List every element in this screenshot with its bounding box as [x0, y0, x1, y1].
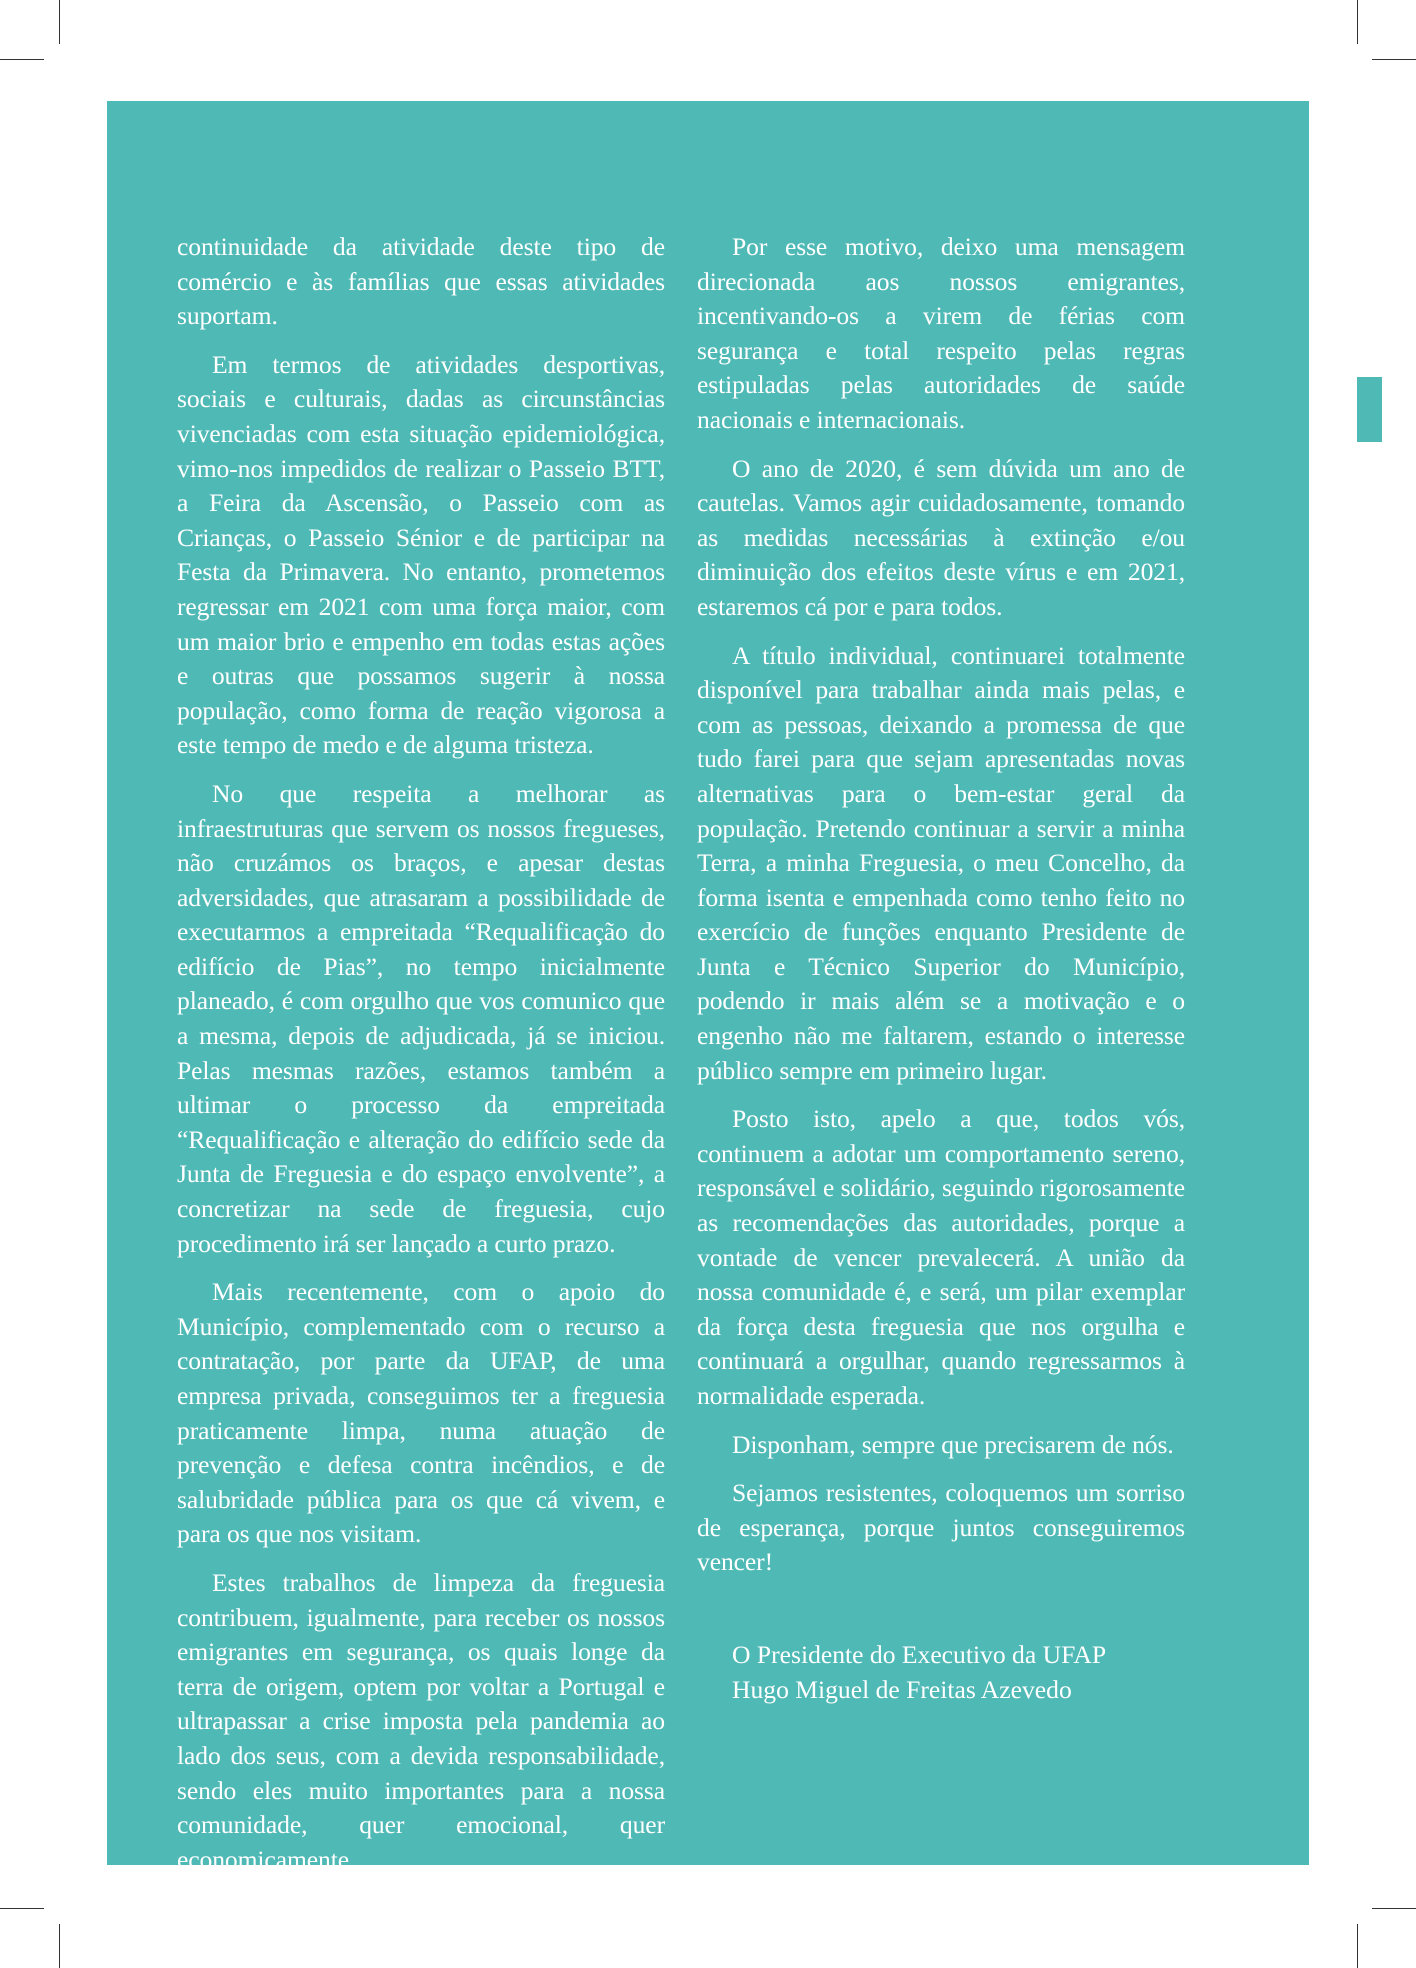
crop-mark [1357, 1924, 1358, 1968]
paragraph: O ano de 2020, é sem dúvida um ano de cautelas. Vamos agir cuidadosamente, tomando as medidas necessárias à extinção e/ou diminuição dos efeitos deste vírus e em 2021, estaremos cá por e para todos. [697, 453, 1185, 621]
paragraph: Estes trabalhos de limpeza da freguesia contribuem, igualmente, para receber os nossos emigrantes em segurança, os quais longe da terra de origem, optem por voltar a Portugal e ultrapassar a crise imposta pela pandemia ao lado dos seus, com a devida responsabilidade, sendo eles muito importantes para a nossa comunidade, quer emocional, quer economicamente. [177, 1567, 665, 1874]
paragraph: Sejamos resistentes, coloquemos um sorriso de esperança, porque juntos conseguiremos vencer! [697, 1478, 1185, 1577]
paragraph: continuidade da atividade deste tipo de comércio e às famílias que essas atividades suportam. [177, 232, 665, 331]
paragraph: Por esse motivo, deixo uma mensagem direcionada aos nossos emigrantes, incentivando-os a virem de férias com segurança e total respeito pelas regras estipuladas pelas autoridades de saúde nacionais e internacionais. [697, 232, 1185, 434]
left-text-column [177, 230, 665, 1891]
signature-name: Hugo Miguel de Freitas Azevedo [732, 1674, 1072, 1704]
crop-mark [59, 1924, 60, 1968]
signature-title: O Presidente do Executivo da UFAP [732, 1640, 1107, 1669]
crop-mark [1357, 0, 1358, 44]
paragraph: A título individual, continuarei totalmente disponível para trabalhar ainda mais pelas, e com as pessoas, deixando a promessa de que tudo farei para que sejam apresentadas novas alternativas para o bem-estar geral da população. Pretendo continuar a servir a minha Terra, a minha Freguesia, o meu Concelho, da forma isenta e empenhada como tenho feito no exercício de funções enquanto Presidente de Junta e Técnico Superior do Município, podendo ir mais além se a motivação e o engenho não me faltarem, estando o interesse público sempre em primeiro lugar. [697, 640, 1185, 1085]
signature-block [732, 1638, 1106, 1707]
crop-mark [0, 59, 44, 60]
crop-mark [1372, 59, 1416, 60]
crop-mark [59, 0, 60, 44]
paragraph: Posto isto, apelo a que, todos vós, continuem a adotar um comportamento sereno, responsável e solidário, seguindo rigorosamente as recomendações das autoridades, porque a vontade de vencer prevalecerá. A união da nossa comunidade é, e será, um pilar exemplar da força desta freguesia que nos orgulha e continuará a orgulhar, quando regressarmos à normalidade esperada. [697, 1104, 1185, 1410]
right-text-column [697, 230, 1185, 1594]
page-edge-tab [1357, 377, 1382, 442]
paragraph: Disponham, sempre que precisarem de nós. [732, 1429, 1174, 1459]
paragraph: Mais recentemente, com o apoio do Município, complementado com o recurso a contratação, por parte da UFAP, de uma empresa privada, conseguimos ter a freguesia praticamente limpa, numa atuação de prevenção e defesa contra incêndios, e de salubridade pública para os que cá vivem, e para os que nos visitam. [177, 1277, 665, 1549]
paragraph: Em termos de atividades desportivas, sociais e culturais, dadas as circunstâncias vivenciadas com esta situação epidemiológica, vimo-nos impedidos de realizar o Passeio BTT, a Feira da Ascensão, o Passeio com as Crianças, o Passeio Sénior e de participar na Festa da Primavera. No entanto, prometemos regressar em 2021 com uma força maior, com um maior brio e empenho em todas estas ações e outras que possamos sugerir à nossa população, como forma de reação vigorosa a este tempo de medo e de alguma tristeza. [177, 349, 665, 760]
paragraph: No que respeita a melhorar as infraestruturas que servem os nossos fregueses, não cruzámos os braços, e apesar destas adversidades, que atrasaram a possibilidade de executarmos a empreitada “Requalificação do edifício de Pias”, no tempo inicialmente planeado, é com orgulho que vos comunico que a mesma, depois de adjudicada, já se iniciou. Pelas mesmas razões, estamos também a ultimar o processo da empreitada “Requalificação e alteração do edifício sede da Junta de Freguesia e do espaço envolvente”, a concretizar na sede de freguesia, cujo procedimento irá ser lançado a curto prazo. [177, 778, 665, 1258]
crop-mark [0, 1908, 44, 1909]
crop-mark [1372, 1908, 1416, 1909]
